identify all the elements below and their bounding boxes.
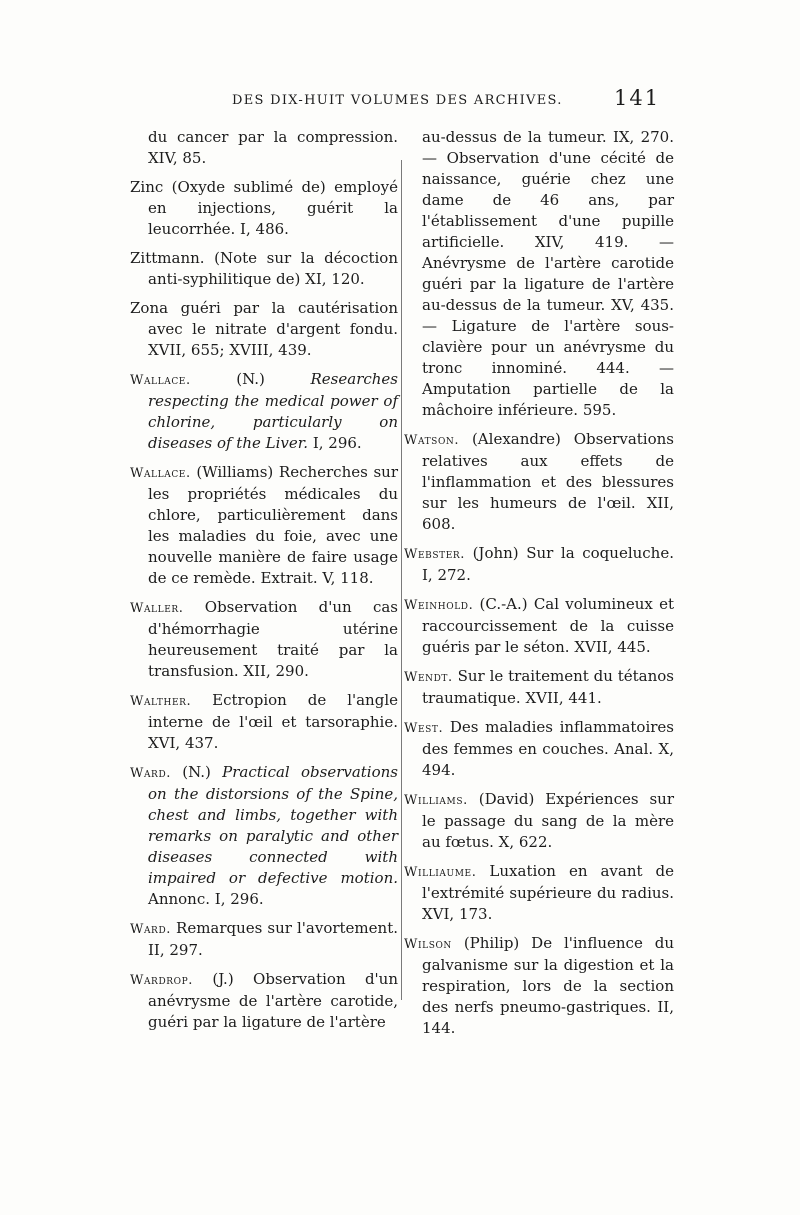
index-entry: West. Des maladies inflammatoires des femmes en couches. Anal. X, 494. xyxy=(404,718,674,779)
author-name: Waller. xyxy=(130,601,184,616)
index-entry: Waller. Observation d'un cas d'hémorrhagie utérine heureusement traité par la transfusion. XII, 290. xyxy=(130,598,398,680)
author-name: Walther. xyxy=(130,694,192,709)
author-name: Wallace. xyxy=(130,466,191,481)
index-entry: Weinhold. (C.-A.) Cal volumineux et raccourcissement de la cuisse guéris par le séton. XVII, 445. xyxy=(404,595,674,656)
index-entry: Williams. (David) Expériences sur le passage du sang de la mère au fœtus. X, 622. xyxy=(404,790,674,851)
author-name: Watson. xyxy=(404,433,460,448)
index-entry: au-dessus de la tumeur. IX, 270. — Observation d'une cécité de naissance, guérie chez une dame de 46 ans, par l'établissement d'une pupille artificielle. XIV, 419. — Anévrysme de l'artère carotide guéri par la ligature de l'artère au-dessus de la tumeur. XV, 435. — Ligature de l'artère sous-clavière pour un anévrysme du tronc innominé. 444. — Amputation partielle de la mâchoire inférieure. 595. xyxy=(422,128,674,419)
english-title: Researches respecting the medical power of chlorine, particularly on diseases of the Liver. xyxy=(148,370,398,452)
right-column xyxy=(404,127,674,1047)
author-name: Ward. xyxy=(130,922,171,937)
index-entry: Zona guéri par la cautérisation avec le nitrate d'argent fondu. XVII, 655; XVIII, 439. xyxy=(130,299,398,359)
index-entry: Zinc (Oxyde sublimé de) employé en injections, guérit la leucorrhée. I, 486. xyxy=(130,178,398,238)
author-name: Wardrop. xyxy=(130,973,193,988)
author-name: Williaume. xyxy=(404,865,477,880)
index-entry: Wallace. (Williams) Recherches sur les propriétés médicales du chlore, particulièrement dans les maladies du foie, avec une nouvelle manière de faire usage de ce remède. Extrait. V, 118. xyxy=(130,463,398,587)
column-divider xyxy=(401,160,402,1000)
author-name: Wallace. xyxy=(130,373,191,388)
author-name: Wendt. xyxy=(404,670,453,685)
index-entry: Wendt. Sur le traitement du tétanos traumatique. XVII, 441. xyxy=(404,667,674,707)
index-entry: Wilson (Philip) De l'influence du galvanisme sur la digestion et la respiration, lors de la section des nerfs pneumo-gastriques. II, 144. xyxy=(404,934,674,1037)
index-entry: Williaume. Luxation en avant de l'extrémité supérieure du radius. XVI, 173. xyxy=(404,862,674,923)
index-entry: Walther. Ectropion de l'angle interne de l'œil et tarsoraphie. XVI, 437. xyxy=(130,691,398,752)
author-name: Webster. xyxy=(404,547,465,562)
author-name: Ward. xyxy=(130,766,171,781)
page-number: 141 xyxy=(614,86,661,110)
index-entry: Ward. Remarques sur l'avortement. II, 297. xyxy=(130,919,398,959)
left-column xyxy=(130,127,398,1041)
index-entry: Zittmann. (Note sur la décoction anti-syphilitique de) XI, 120. xyxy=(130,249,398,288)
index-entry: Webster. (John) Sur la coqueluche. I, 272. xyxy=(404,544,674,584)
author-name: Weinhold. xyxy=(404,598,474,613)
english-title: Practical observations on the distorsions of the Spine, chest and limbs, together with remarks on paralytic and other diseases connected with impaired or defective motion. xyxy=(148,763,398,887)
running-title: DES DIX-HUIT VOLUMES DES ARCHIVES. xyxy=(232,93,563,108)
index-entry: Watson. (Alexandre) Observations relatives aux effets de l'inflammation et des blessures sur les humeurs de l'œil. XII, 608. xyxy=(404,430,674,533)
author-name: West. xyxy=(404,721,444,736)
index-entry: Wallace. (N.) Researches respecting the medical power of chlorine, particularly on diseases of the Liver. I, 296. xyxy=(130,370,398,452)
index-entry: du cancer par la compression. XIV, 85. xyxy=(148,128,398,167)
author-name: Williams. xyxy=(404,793,468,808)
index-entry: Wardrop. (J.) Observation d'un anévrysme de l'artère carotide, guéri par la ligature de l'artère xyxy=(130,970,398,1031)
author-name: Wilson xyxy=(404,937,452,952)
index-entry: Ward. (N.) Practical observations on the distorsions of the Spine, chest and limbs, together with remarks on paralytic and other diseases connected with impaired or defective motion. Annonc. I, 296. xyxy=(130,763,398,908)
